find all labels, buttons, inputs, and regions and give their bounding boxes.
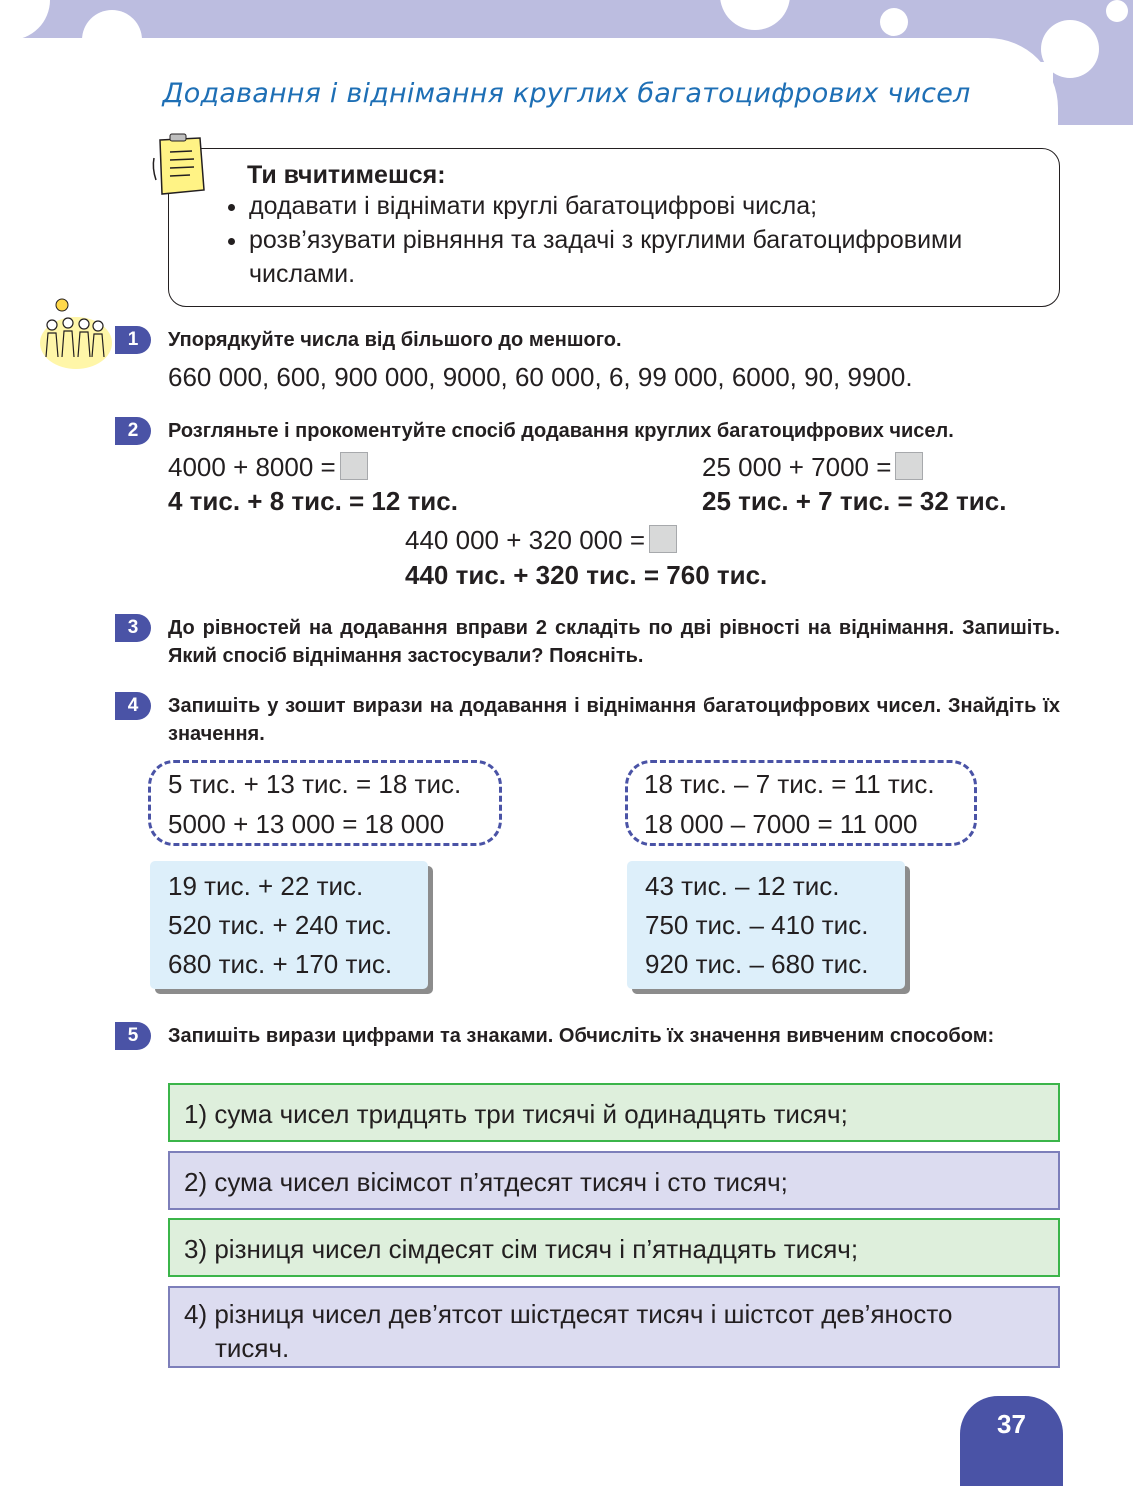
exercise-line: 920 тис. – 680 тис. <box>645 949 869 979</box>
example-addition-line: 5 тис. + 13 тис. = 18 тис. <box>168 769 462 799</box>
task-number-badge: 4 <box>115 692 151 720</box>
answer-box <box>649 525 677 553</box>
task5-item-line: тисяч. <box>215 1333 290 1363</box>
task2-left-equation <box>168 452 368 483</box>
task1-instruction: Упорядкуйте числа від більшого до меншого. <box>168 329 622 351</box>
task-number-badge: 5 <box>115 1022 151 1050</box>
teamwork-icon <box>38 295 114 370</box>
notepad-icon <box>150 132 210 198</box>
task5-item-line: 4) різниця чисел дев’ятсот шістдесят тисяч і шістсот дев’яносто <box>184 1299 953 1329</box>
task5-item <box>168 1286 1060 1368</box>
task2-right-equation <box>702 452 923 483</box>
task-number-badge: 2 <box>115 417 151 445</box>
task3-instruction: До рівностей на додавання вправи 2 складіть по дві рівності на віднімання. Запишіть. Який спосіб віднімання застосували? Поясніть. <box>168 617 1060 667</box>
addition-exercises-box <box>150 861 428 989</box>
subtraction-exercises-box <box>627 861 905 989</box>
task2-center-thousands: 440 тис. + 320 тис. = 760 тис. <box>405 560 768 590</box>
goal-item: • розв’язувати рівняння та задачі з круглими багатоцифровими числами. <box>249 223 1049 291</box>
page-number: 37 <box>960 1396 1063 1486</box>
goal-item: • додавати і віднімати круглі багатоцифрові числа; <box>249 189 1049 223</box>
decor-bubble <box>232 40 292 80</box>
answer-box <box>895 452 923 480</box>
goals-list <box>219 189 1049 291</box>
exercise-line: 520 тис. + 240 тис. <box>168 910 393 940</box>
page-title: Додавання і віднімання круглих багатоцифрових чисел <box>162 78 971 109</box>
exercise-line: 19 тис. + 22 тис. <box>168 871 364 901</box>
decor-bubble <box>82 10 142 70</box>
example-addition-line: 5000 + 13 000 = 18 000 <box>168 809 445 839</box>
equation-text: 440 000 + 320 000 = <box>405 525 646 555</box>
decor-bubble <box>880 8 908 36</box>
task5-item: 3) різниця чисел сімдесят сім тисяч і п’ятнадцять тисяч; <box>168 1218 1060 1277</box>
task-number-badge: 3 <box>115 614 151 642</box>
decor-bubble <box>1106 0 1128 22</box>
decor-bubble <box>1041 20 1099 78</box>
task2-center-equation <box>405 525 677 556</box>
task5-instruction: Запишіть вирази цифрами та знаками. Обчисліть їх значення вивченим способом: <box>168 1025 995 1047</box>
example-subtraction-line: 18 тис. – 7 тис. = 11 тис. <box>644 769 935 799</box>
task2-right-thousands: 25 тис. + 7 тис. = 32 тис. <box>702 486 1007 516</box>
equation-text: 4000 + 8000 = <box>168 452 336 482</box>
learning-goals-box <box>168 148 1060 307</box>
task-number-badge: 1 <box>115 326 151 354</box>
task4-instruction: Запишіть у зошит вирази на додавання і віднімання багатоцифрових чисел. Знайдіть їх значення. <box>168 695 1060 745</box>
exercise-line: 680 тис. + 170 тис. <box>168 949 393 979</box>
exercise-line: 43 тис. – 12 тис. <box>645 871 840 901</box>
answer-box <box>340 452 368 480</box>
example-subtraction-line: 18 000 – 7000 = 11 000 <box>644 809 918 839</box>
task1-number-list: 660 000, 600, 900 000, 9000, 60 000, 6, 99 000, 6000, 90, 9900. <box>168 362 913 392</box>
exercise-line: 750 тис. – 410 тис. <box>645 910 869 940</box>
equation-text: 25 000 + 7000 = <box>702 452 892 482</box>
task2-instruction: Розгляньте і прокоментуйте спосіб додавання круглих багатоцифрових чисел. <box>168 420 954 442</box>
task5-item: 1) сума чисел тридцять три тисячі й одинадцять тисяч; <box>168 1083 1060 1142</box>
task5-item: 2) сума чисел вісімсот п’ятдесят тисяч і сто тисяч; <box>168 1151 1060 1210</box>
task2-left-thousands: 4 тис. + 8 тис. = 12 тис. <box>168 486 458 516</box>
goals-heading: Ти вчитимешся: <box>247 161 446 189</box>
